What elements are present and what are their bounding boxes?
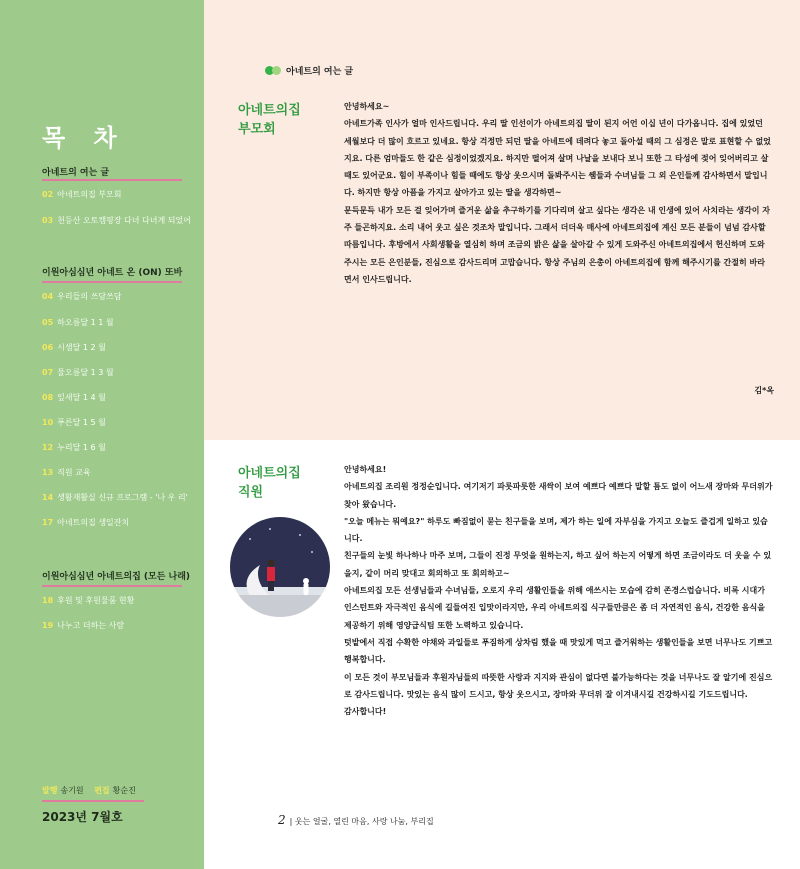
toc-item[interactable]: 05 하오름달 1 1 월	[42, 318, 114, 327]
toc-item[interactable]: 14 생활재활실 신규 프로그램 - '나 우 리'	[42, 493, 188, 502]
dot-icon	[272, 66, 281, 75]
toc-item[interactable]: 02 아네트의집 부모회	[42, 190, 122, 199]
toc-sidebar	[0, 0, 204, 869]
divider	[42, 179, 182, 181]
toc-item[interactable]: 19 나누고 더하는 사람	[42, 621, 125, 630]
toc-item[interactable]: 13 직원 교육	[42, 468, 91, 477]
section-header-label: 아네트의 여는 글	[286, 67, 354, 77]
credits: 발행 송기원 편집 황순진	[42, 786, 136, 795]
toc-item[interactable]: 17 아네트의집 생일잔치	[42, 518, 130, 527]
page-number: 2	[278, 813, 286, 827]
divider	[42, 800, 144, 802]
toc-item[interactable]: 07 물오름달 1 3 월	[42, 368, 114, 377]
footer-motto: | 웃는 얼굴, 열린 마음, 사랑 나눔, 부리집	[289, 817, 434, 826]
toc-item[interactable]: 06 시샘달 1 2 월	[42, 343, 106, 352]
toc-item[interactable]: 04 우리들의 쓰담쓰담	[42, 292, 122, 301]
page-footer	[278, 813, 434, 827]
divider	[42, 281, 182, 283]
letter-body: 안녕하세요! 아네트의집 조리원 정정순입니다. 여기저기 파릇파릇한 새싹이 보여 예쁘다 예쁘다 말할 틈도 없이 어느새 장마와 무더위가 찾아 왔습니다. "오늘 메뉴는 뭐예요?" 하루도 빠짐없이 묻는 친구들을 보며, 제가 하는 일에 자부심을 가지고 오늘도 즐겁게 일하고 있습니다. 친구들의 눈빛 하나하나 마주 보며, 그들이 진정 무엇을 원하는지, 하고 싶어 하는지 어떻게 하면 조금이라도 더 웃을 수 있을지, 같이 머리 맞대고 회의하고 또 회의하고~ 아네트의집 모든 선생님들과 수녀님들, 오로지 우리 생활인들을 위해 애쓰시는 모습에 감히 존경스럽습니다. 비록 시대가 인스턴트와 자극적인 음식에 길들여진 입맛이라지만, 우리 아네트의집 식구들만큼은 좀 더 자연적인 음식, 건강한 음식을 제공하기 위해 영양급식팀 또한 노력하고 있습니다. 텃밭에서 직접 수확한 야채와 과일들로 푸짐하게 상차림 했을 때 맛있게 먹고 즐거워하는 생활인들을 보면 너무나도 기쁘고 행복합니다. 이 모든 것이 부모님들과 후원자님들의 따뜻한 사랑과 지지와 관심이 없다면 불가능하다는 것을 너무나도 잘 알기에 진심으로 감사드립니다. 맛있는 음식 많이 드시고, 항상 웃으시고, 장마와 무더위 잘 이겨내시길 건강하시길 기도드립니다. 감사합니다!	[344, 465, 773, 717]
toc-title: 목 차	[42, 123, 127, 152]
toc-item[interactable]: 18 후원 및 후원물품 현황	[42, 596, 135, 605]
divider	[42, 585, 182, 587]
issue-date: 2023년 7월호	[42, 810, 123, 824]
toc-item[interactable]: 12 누리달 1 6 월	[42, 443, 106, 452]
toc-item[interactable]: 03 천등산 오토캠핑장 다녀 다녀계 되었어	[42, 216, 191, 225]
letter-title: 아네트의집 직원	[238, 466, 301, 500]
toc-item[interactable]: 10 푸른달 1 5 월	[42, 418, 106, 427]
signature: 김*옥	[754, 386, 774, 395]
letter-body: 안녕하세요~ 아네트가족 인사가 얼마 인사드립니다. 우리 딸 인선이가 아네트의집 딸이 된지 어언 이십 년이 다가옵니다. 집에 있었던 세월보다 더 많이 흐르고 있네요. 항상 걱정만 되던 딸을 아네트에 데려다 놓고 돌아설 때의 그 심정은 말로 표현할 수 없었지요. 다른 엄마들도 한 같은 심정이었겠지요. 하지만 떨어져 살며 나날을 보내다 보니 또한 그 타성에 젖어 잊어버리고 살 때도 있어군요. 힘이 부족이나 힘들 때에도 항상 웃으시며 돌봐주시는 쌤들과 수녀님들 그 외 은인들께 감사하면서 말입니다. 하지만 항상 아픔을 가지고 살아가고 있는 딸을 생각하면~ 문득문득 내가 모든 걸 잊어가며 즐거운 삶을 추구하기를 기다리며 살고 싶다는 생각은 내 인생에 있어 사치라는 생각이 자주 들곤하지요. 소리 내어 웃고 싶은 것조차 말입니다. 그래서 더더욱 매사에 아네트의집에 계신 모든 분들이 넘넘 감사할 따름입니다. 후방에서 사회생활을 열심히 하며 조금의 밝은 삶을 살아갈 수 있게 도와주신 아네트의집에서 헌신하며 도와주시는 모든 은인분들, 진심으로 감사드리며 고맙습니다. 항상 주님의 은총이 아네트의집에 함께 해주시기를 간절히 바라면서 인사드립니다.	[344, 102, 771, 284]
toc-item[interactable]: 08 잎새달 1 4 월	[42, 393, 106, 402]
toc-section-heading: 아네트의 여는 글	[42, 168, 110, 178]
toc-section-heading: 이원아심심년 아네트의집 (모든 나래)	[42, 572, 191, 582]
toc-section-heading: 이원아심심년 아네트 온 (ON) 또바	[42, 268, 183, 278]
letter-title: 아네트의집 부모회	[238, 103, 301, 137]
staff-photo	[230, 517, 330, 617]
